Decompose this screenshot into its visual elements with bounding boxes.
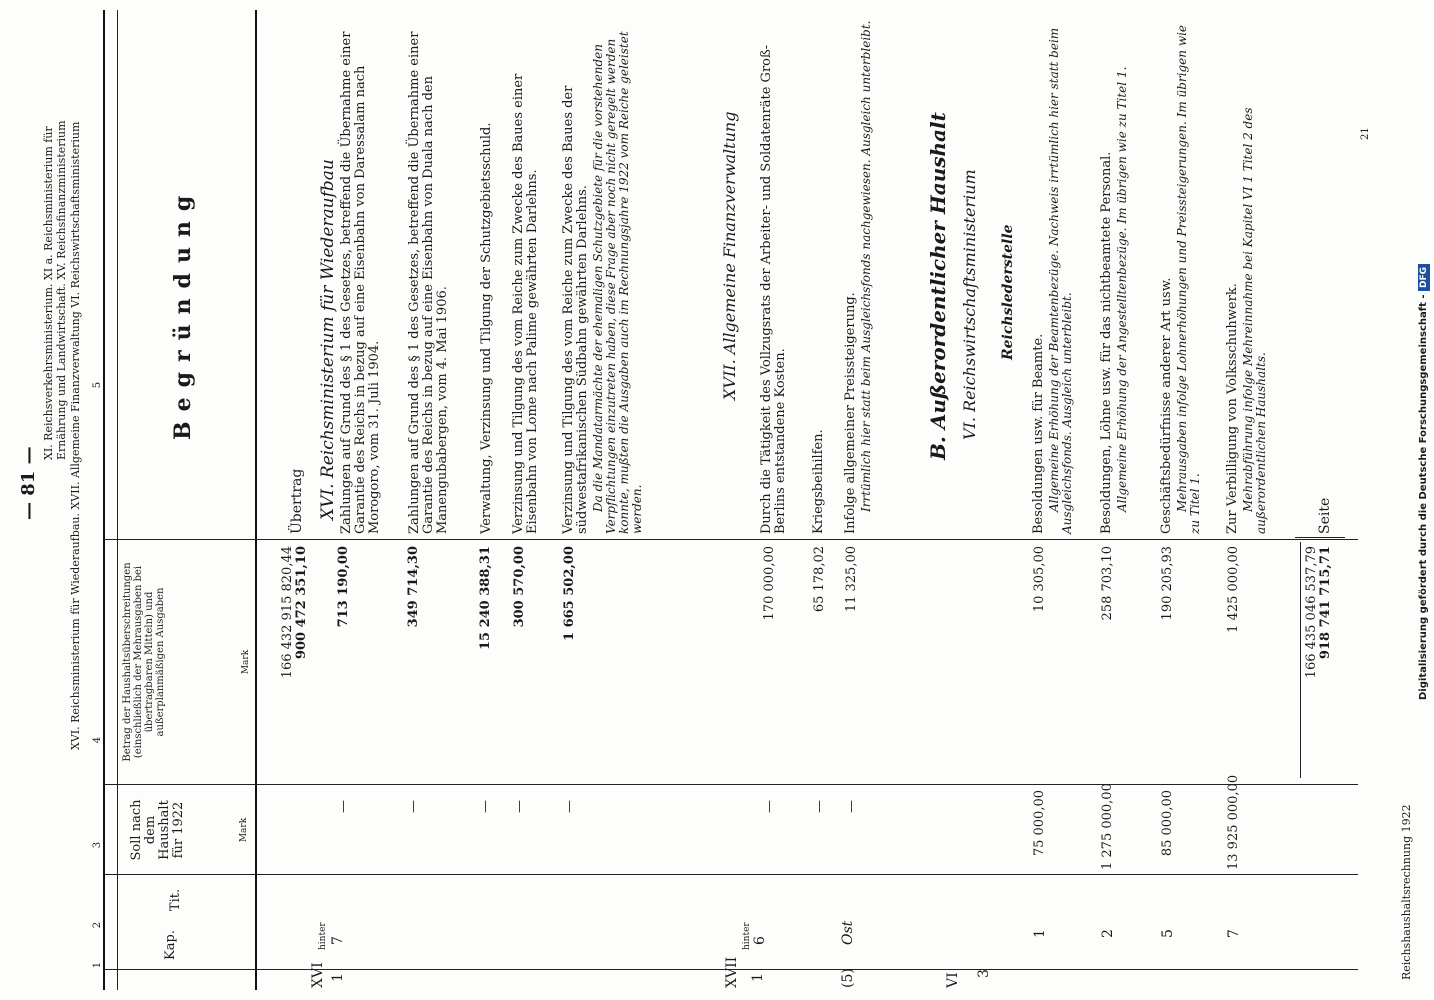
row11-betrag: 190 205,93 <box>1160 546 1175 621</box>
running-head-line3: XVI. Reichsministerium für Wiederaufbau. XVII. Allgemeine Finanzverwaltung VI. Reichswirtschaftsministerium <box>69 121 82 750</box>
row9-tit: 1 <box>1032 929 1048 938</box>
row5-betrag: 1 665 502,00 <box>562 546 577 641</box>
row9-soll: 75 000,00 <box>1032 790 1047 857</box>
tit-header: Tit. <box>168 888 183 912</box>
col2-number: 2 <box>92 921 103 929</box>
row8-soll: — <box>844 800 859 813</box>
row5-note: Da die Mandatarmächte der ehemaligen Schutzgebiete für die vorstehenden Verpflichtungen einzutreten haben, diese Frage aber noch nicht geregelt werden konnte, mußten die Ausgaben auch im Rechnungsjahre 1922 vom Reiche geleistet werden. <box>591 31 644 534</box>
row8-tit: Ost <box>840 920 856 945</box>
dfg-logo: DFG <box>1418 264 1430 291</box>
row6-tit-prefix: hinter <box>742 922 752 950</box>
row2-betrag: 349 714,30 <box>406 546 421 628</box>
row12-text: Zur Verbilligung von Volksschuhwerk. <box>1225 283 1240 534</box>
seite-value-1: 166 435 046 537,79 <box>1304 546 1319 679</box>
row4-text: Verzinsung und Tilgung des vom Reiche zum Zwecke des Baues einer Eisenbahn von Lome nach Palime gewährten Darlehns. <box>511 73 540 534</box>
row9-text: Besoldungen usw. für Beamte. <box>1031 333 1046 534</box>
row10-betrag: 258 703,10 <box>1100 546 1115 621</box>
col-divider-3 <box>103 784 1358 785</box>
uebertrag-label: Übertrag <box>289 468 305 534</box>
digitization-note <box>1418 264 1429 700</box>
row2-soll: — <box>406 800 421 813</box>
section-xvi-heading: XVI. Reichsministerium für Wiederaufbau <box>318 159 338 520</box>
betrag-unit: Mark <box>241 649 251 675</box>
section-xvii-heading: XVII. Allgemeine Finanzverwaltung <box>720 111 739 400</box>
row12-note: Mehrabführung infolge Mehreinnahme bei Kapitel VI 1 Titel 2 des außerordentlichen Haushalts. <box>1241 107 1268 534</box>
reichslederstelle-heading: Reichslederstelle <box>1000 224 1016 360</box>
section-vi-heading: VI. Reichswirtschaftsministerium <box>960 169 979 440</box>
row4-soll: — <box>512 800 527 813</box>
row7-text: Kriegsbeihilfen. <box>811 429 826 534</box>
row10-text: Besoldungen, Löhne usw. für das nichtbeamtete Personal. <box>1099 151 1114 534</box>
row5-text: Verzinsung und Tilgung des vom Reiche zum Zwecke des Baues der südwestafrikanischen Südbahn gewährten Darlehns. <box>561 85 590 534</box>
row3-text: Verwaltung, Verzinsung und Tilgung der Schutzgebietsschuld. <box>479 122 494 534</box>
row11-tit: 5 <box>1160 929 1176 938</box>
row9-kap-number: 3 <box>976 969 992 978</box>
row12-betrag: 1 425 000,00 <box>1226 546 1241 633</box>
row8-note: Irrtümlich hier statt beim Ausgleichsfonds nachgewiesen. Ausgleich unterbleibt. <box>859 20 873 512</box>
row6-text: Durch die Tätigkeit des Vollzugsrats der Arbeiter- und Soldatenräte Groß-Berlins entstandene Kosten. <box>759 44 788 534</box>
row12-soll: 13 925 000,00 <box>1226 774 1241 870</box>
col4-number: 4 <box>92 736 103 744</box>
kap-header: Kap. <box>163 930 178 960</box>
seite-right-rule <box>1295 537 1345 538</box>
col5-number: 5 <box>92 381 103 389</box>
page-number: — 81 — <box>18 446 39 520</box>
row3-soll: — <box>478 800 493 813</box>
section-b-heading: B. Außerordentlicher Haushalt <box>926 112 950 460</box>
row9-kap: VI <box>945 972 961 988</box>
row8-kap-number: (5) <box>840 968 856 988</box>
footer-left: Reichshaushaltsrechnung 1922 <box>1400 804 1413 980</box>
row1-kap: XVI <box>310 962 326 988</box>
col1-number: 1 <box>92 961 103 969</box>
row1-soll: — <box>336 800 351 813</box>
row11-soll: 85 000,00 <box>1160 790 1175 857</box>
row11-text: Geschäftsbedürfnisse anderer Art usw. <box>1159 277 1174 534</box>
row6-kap-number: 1 <box>750 973 766 982</box>
row11-note: Mehrausgaben infolge Lohnerhöhungen und Preissteigerungen. Im übrigen wie zu Titel 1. <box>1175 24 1202 534</box>
uebertrag-value-1: 166 432 915 820,44 <box>280 546 295 679</box>
header-bottom-rule <box>255 10 257 990</box>
soll-header: Soll nach dem Haushalt für 1922 <box>129 799 186 861</box>
digitization-note-text: Digitalisierung gefördert durch die Deutsche Forschungsgemeinschaft - <box>1418 294 1429 700</box>
seite-sum-rule <box>1300 542 1301 778</box>
row1-tit: 7 <box>330 936 346 945</box>
row7-soll: — <box>812 800 827 813</box>
row6-soll: — <box>762 800 777 813</box>
row5-soll: — <box>562 800 577 813</box>
row1-tit-prefix: hinter <box>318 922 328 950</box>
row4-betrag: 300 570,00 <box>512 546 527 628</box>
column-number-rule <box>117 10 118 990</box>
row12-tit: 7 <box>1226 929 1242 938</box>
row10-note: Allgemeine Erhöhung der Angestelltenbezüge. Im übrigen wie zu Titel 1. <box>1115 66 1129 512</box>
row8-text: Infolge allgemeiner Preissteigerung. <box>843 292 858 534</box>
row1-kap-number: 1 <box>330 973 346 982</box>
seite-label: Seite <box>1317 497 1333 534</box>
row6-kap: XVII <box>724 956 740 988</box>
begruendung-header: Begründung <box>170 185 196 440</box>
running-head-line1: XI. Reichsverkehrsministerium. XI a. Reichsministerium für <box>42 126 55 460</box>
seite-value-2: 918 741 715,71 <box>1318 546 1333 660</box>
betrag-header: Betrag der Haushaltsüberschreitungen (einschließlich der Mehrausgaben bei übertragbaren Mitteln) und außerplanmäßigen Ausgaben <box>122 562 166 762</box>
footer-page-number: 21 <box>1360 127 1371 140</box>
uebertrag-value-2: 900 472 351,10 <box>294 546 309 660</box>
row6-tit: 6 <box>752 936 768 945</box>
col3-number: 3 <box>92 841 103 849</box>
row9-note: Allgemeine Erhöhung der Beamtenbezüge. Nachweis irrtümlich hier statt beim Ausgleichsfonds. Ausgleich unterbleibt. <box>1047 27 1074 534</box>
col-divider-4 <box>103 539 1358 540</box>
row9-betrag: 10 305,00 <box>1032 546 1047 613</box>
row2-text: Zahlungen auf Grund des § 1 des Gesetzes, betreffend die Übernahme einer Garantie des Reichs in bezug auf eine Eisenbahn von Duala nach den Manengubabergen, vom 4. Mai 1906. <box>407 31 450 534</box>
row8-betrag: 11 325,00 <box>844 546 859 613</box>
row6-betrag: 170 000,00 <box>762 546 777 621</box>
row1-betrag: 713 190,00 <box>336 546 351 628</box>
row3-betrag: 15 240 388,31 <box>478 546 493 651</box>
row1-text: Zahlungen auf Grund des § 1 des Gesetzes, betreffend die Übernahme einer Garantie des Reichs in bezug auf eine Eisenbahn von Daressalam nach Morogoro, vom 31. Juli 1904. <box>339 31 382 534</box>
running-head-line2: Ernährung und Landwirtschaft. XV. Reichsfinanzministerium <box>55 120 68 460</box>
table-top-rule <box>103 10 105 990</box>
row10-tit: 2 <box>1100 929 1116 938</box>
row10-soll: 1 275 000,00 <box>1100 783 1115 870</box>
col-divider-2 <box>103 874 1358 875</box>
row7-betrag: 65 178,02 <box>812 546 827 613</box>
soll-unit: Mark <box>239 817 249 843</box>
